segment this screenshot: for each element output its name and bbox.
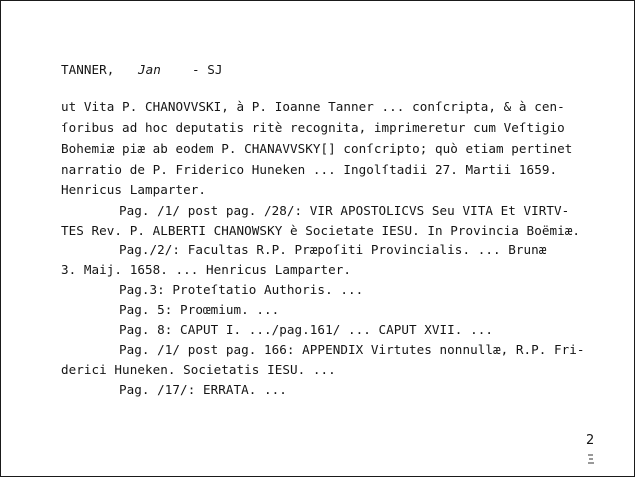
ink-mark (587, 453, 595, 465)
body-line: Bohemiæ piæ ab eodem P. CHANAVVSKY[] conſcripto; quò etiam pertinet (61, 141, 573, 156)
body-line: Pag./2/: Facultas R.P. Præpoſiti Provincialis. ... Brunæ (119, 242, 547, 257)
body-line: ſoribus ad hoc deputatis ritè recognita, imprimeretur cum Veſtigio (61, 120, 565, 135)
body-line: Pag. /1/ post pag. 166: APPENDIX Virtutes nonnullæ, R.P. Fri- (119, 342, 585, 357)
body-line: narratio de P. Friderico Huneken ... Ingolſtadii 27. Martii 1659. (61, 162, 558, 177)
body-line: Pag. 8: CAPUT I. .../pag.161/ ... CAPUT XVII. ... (119, 322, 493, 337)
body-line: Pag.3: Proteſtatio Authoris. ... (119, 282, 364, 297)
body-line: Pag. /17/: ERRATA. ... (119, 382, 287, 397)
body-line: Pag. /1/ post pag. /28/: VIR APOSTOLICVS Seu VITA Et VIRTV- (119, 203, 570, 218)
header-order: - SJ (192, 62, 223, 77)
body-line: ut Vita P. CHANOVVSKI, à P. Ioanne Tanner ... conſcripta, & à cen- (61, 99, 565, 114)
body-line: derici Huneken. Societatis IESU. ... (61, 362, 336, 377)
body-line: 3. Maij. 1658. ... Henricus Lamparter. (61, 262, 352, 277)
body-line: Pag. 5: Proœmium. ... (119, 302, 280, 317)
header-author: Jan (138, 62, 161, 77)
body-line: Henricus Lamparter. (61, 182, 207, 197)
body-line: TES Rev. P. ALBERTI CHANOWSKY è Societate IESU. In Provincia Boëmiæ. (61, 223, 580, 238)
header-name: TANNER, (61, 62, 115, 77)
page-number: 2 (586, 433, 595, 448)
